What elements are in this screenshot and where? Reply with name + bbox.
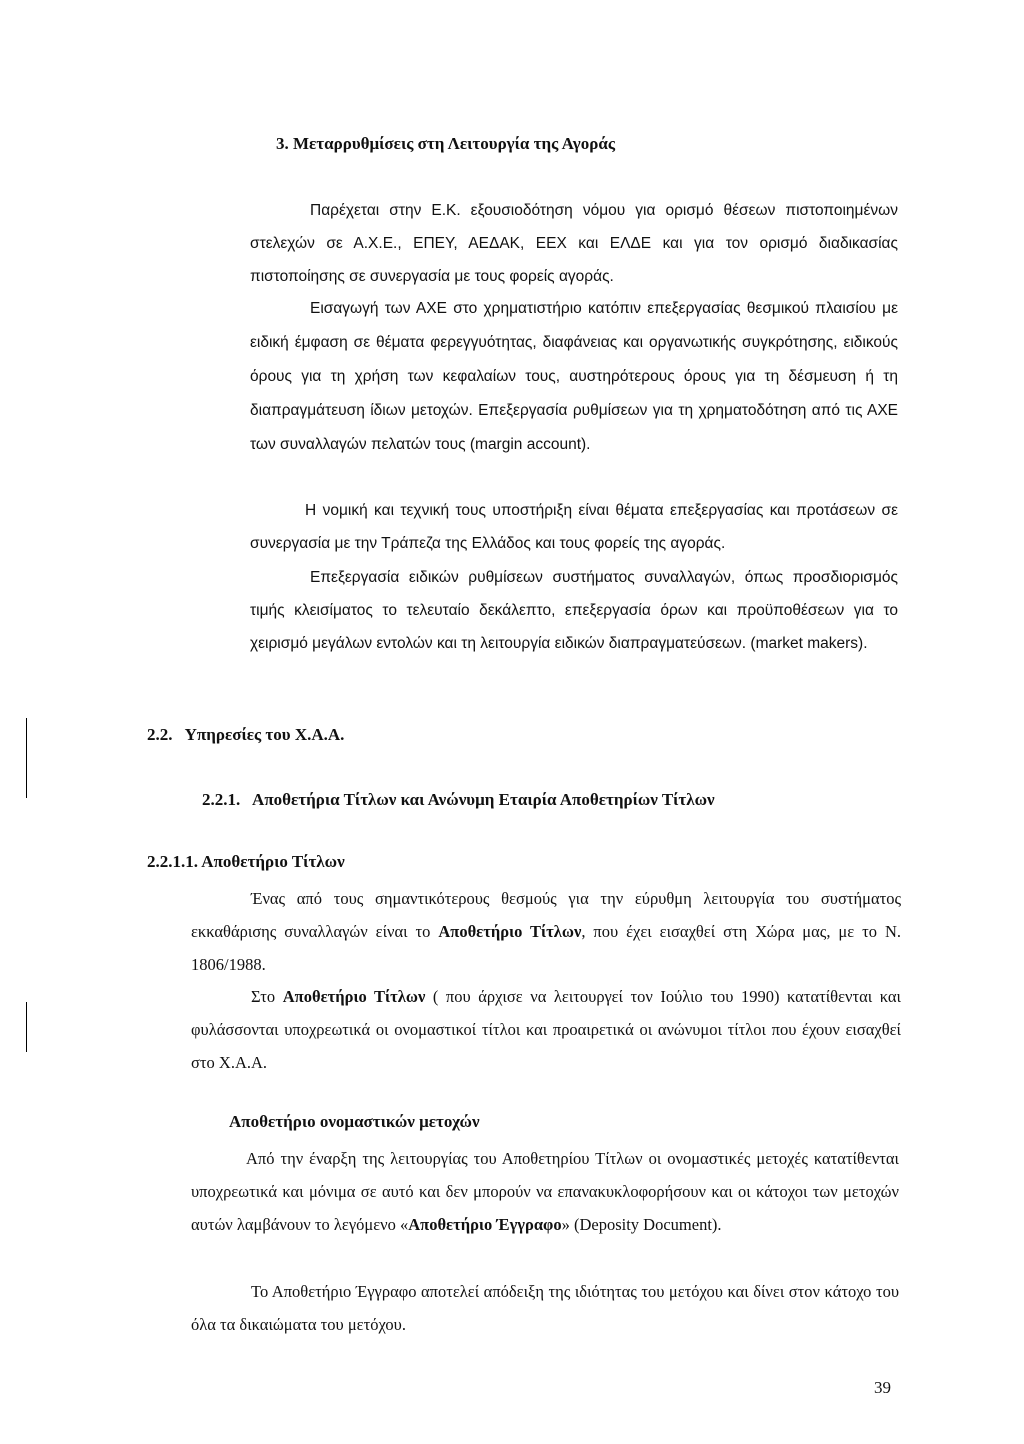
- section-3-paragraph-3: Η νομική και τεχνική τους υποστήριξη είναι θέματα επεξεργασίας και προτάσεων σε συνεργασία με την Τράπεζα της Ελλάδος και τους φορείς της αγοράς.: [250, 502, 898, 552]
- section-2-2-1-heading: 2.2.1. Αποθετήρια Τίτλων και Ανώνυμη Εταιρία Αποθετηρίων Τίτλων: [202, 790, 715, 809]
- page-number: 39: [874, 1378, 891, 1397]
- left-margin-line: [26, 718, 27, 798]
- paragraph-text: » (Deposity Document).: [561, 1215, 722, 1234]
- registered-shares-heading: Αποθετήριο ονομαστικών μετοχών: [229, 1112, 480, 1131]
- section-3-paragraph-1: Παρέχεται στην Ε.Κ. εξουσιοδότηση νόμου για ορισμό θέσεων πιστοποιημένων στελεχών σε Α.Χ.Ε., ΕΠΕΥ, ΑΕΔΑΚ, ΕΕΧ και ΕΛΔΕ και για τον ορισμό διαδικασίας πιστοποίησης σε συνεργασία με τους φορείς αγοράς.: [250, 202, 898, 285]
- left-margin-line-lower: [26, 1002, 27, 1052]
- section-2-2-1-1-paragraph-2: [191, 980, 901, 1079]
- section-2-2-1-1-heading: 2.2.1.1. Αποθετήριο Τίτλων: [147, 852, 345, 871]
- paragraph-text: , που έχει εισαχθεί στη Χώρα μας, με το Ν. 1806/1988.: [191, 922, 901, 974]
- paragraph-text: ( που άρχισε να λειτουργεί τον Ιούλιο του 1990) κατατίθενται και φυλάσσονται υποχρεωτικά οι ονομαστικοί τίτλοι και προαιρετικά οι ανώνυμοι τίτλοι που έχουν εισαχθεί στο Χ.Α.Α.: [191, 987, 901, 1072]
- section-2-2-1-1-paragraph-1: [191, 882, 901, 981]
- bold-term: Αποθετήριο Τίτλων: [438, 922, 582, 941]
- registered-shares-paragraph-2: Το Αποθετήριο Έγγραφο αποτελεί απόδειξη της ιδιότητας του μετόχου και δίνει στον κάτοχο του όλα τα δικαιώματα του μετόχου.: [191, 1282, 899, 1334]
- registered-shares-paragraph-1: [191, 1142, 899, 1241]
- paragraph-text: Στο: [251, 987, 283, 1006]
- bold-term: Αποθετήριο Τίτλων: [282, 987, 426, 1006]
- section-3-paragraph-4: Επεξεργασία ειδικών ρυθμίσεων συστήματος συναλλαγών, όπως προσδιορισμός τιμής κλεισίματος το τελευταίο δεκάλεπτο, επεξεργασία όρων και προϋποθέσεων για το χειρισμό μεγάλων εντολών και τη λειτουργία ειδικών διαπραγματεύσεων. (market makers).: [250, 569, 898, 652]
- paragraph-text: Ένας από τους σημαντικότερους θεσμούς για την εύρυθμη λειτουργία του συστήματος εκκαθάρισης συναλλαγών είναι το: [191, 889, 901, 941]
- section-2-2-heading: 2.2. Υπηρεσίες του Χ.Α.Α.: [147, 725, 345, 744]
- paragraph-text: Από την έναρξη της λειτουργίας του Αποθετηρίου Τίτλων οι ονομαστικές μετοχές κατατίθενται υποχρεωτικά και μόνιμα σε αυτό και δεν μπορούν να επανακυκλοφορήσουν και οι κάτοχοι των μετοχών αυτών λαμβάνουν το λεγόμενο «: [191, 1149, 899, 1234]
- bold-term: Αποθετήριο Έγγραφο: [408, 1215, 562, 1234]
- section-3-paragraph-2: Εισαγωγή των ΑΧΕ στο χρηματιστήριο κατόπιν επεξεργασίας θεσμικού πλαισίου με ειδική έμφαση σε θέματα φερεγγυότητας, διαφάνειας και οργανωτικής συγκρότησης, ειδικούς όρους για τη χρήση των κεφαλαίων τους, αυστηρότερους όρους για τη δέσμευση ή τη διαπραγμάτευση ίδιων μετοχών. Επεξεργασία ρυθμίσεων για τη χρηματοδότηση από τις ΑΧΕ των συναλλαγών πελατών τους (margin account).: [250, 300, 898, 453]
- section-3-heading: 3. Μεταρρυθμίσεις στη Λειτουργία της Αγοράς: [276, 134, 616, 153]
